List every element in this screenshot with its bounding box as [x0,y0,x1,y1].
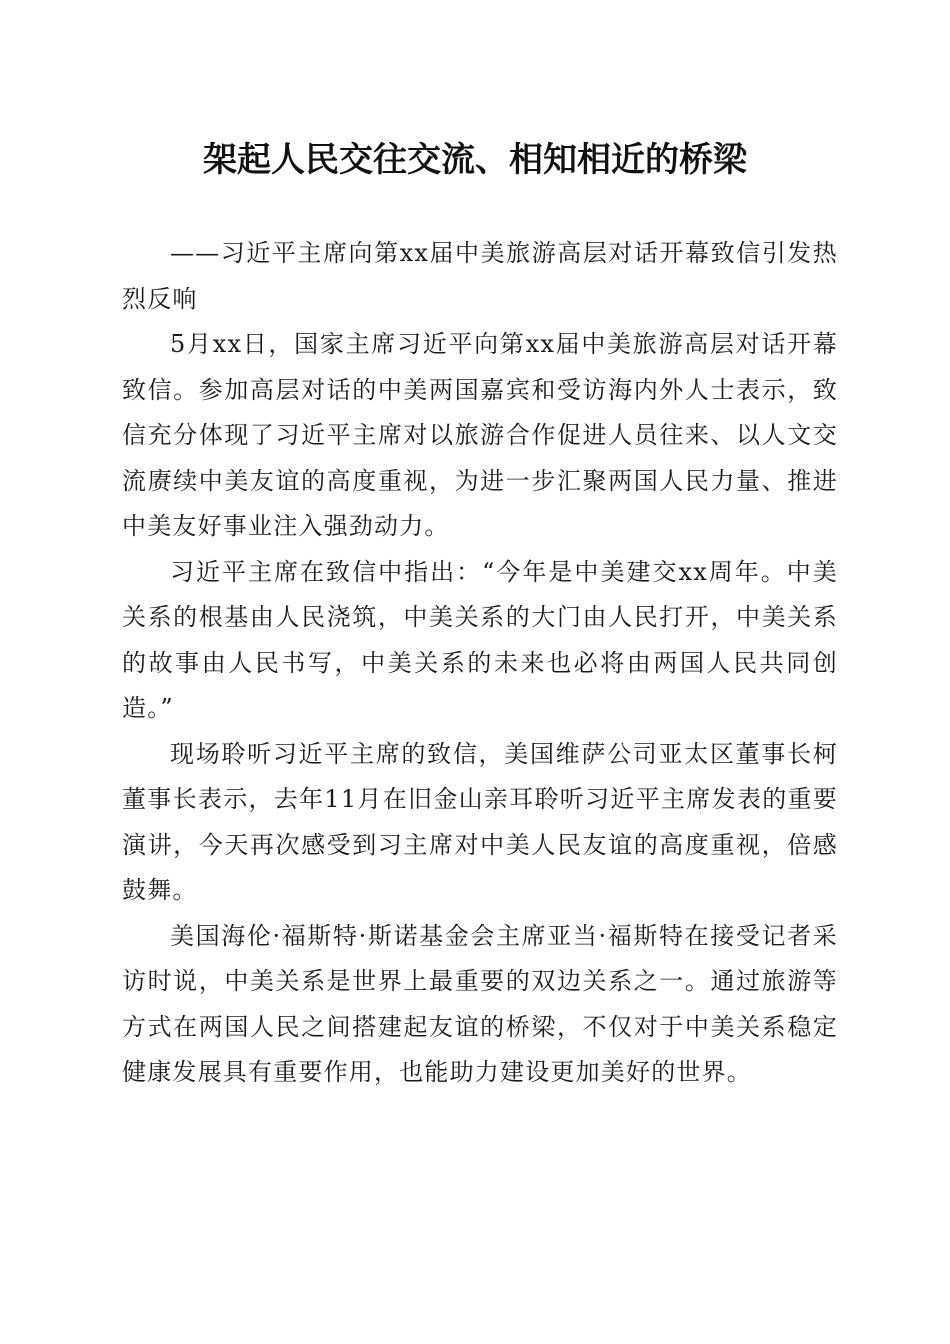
subtitle-paragraph: ——习近平主席向第xx届中美旅游高层对话开幕致信引发热烈反响 [122,239,838,313]
body-paragraph: 现场聆听习近平主席的致信，美国维萨公司亚太区董事长柯董事长表示，去年11月在旧金山亲耳聆听习近平主席发表的重要演讲，今天再次感受到习主席对中美人民友谊的高度重视，倍感鼓舞。 [122,739,838,904]
document-body [122,231,838,1096]
document-title: 架起人民交往交流、相知相近的桥梁 [203,140,747,180]
body-paragraph: 习近平主席在致信中指出：“今年是中美建交xx周年。中美关系的根基由人民浇筑，中美关系的大门由人民打开，中美关系的故事由人民书写，中美关系的未来也必将由两国人民共同创造。” [122,557,838,722]
body-paragraph: 美国海伦·福斯特·斯诺基金会主席亚当·福斯特在接受记者采访时说，中美关系是世界上最重要的双边关系之一。通过旅游等方式在两国人民之间搭建起友谊的桥梁，不仅对于中美关系稳定健康发展具有重要作用，也能助力建设更加美好的世界。 [122,921,838,1086]
body-paragraph: 5月xx日，国家主席习近平向第xx届中美旅游高层对话开幕致信。参加高层对话的中美两国嘉宾和受访海内外人士表示，致信充分体现了习近平主席对以旅游合作促进人员往来、以人文交流赓续中美友谊的高度重视，为进一步汇聚两国人民力量、推进中美友好事业注入强劲动力。 [122,330,838,540]
